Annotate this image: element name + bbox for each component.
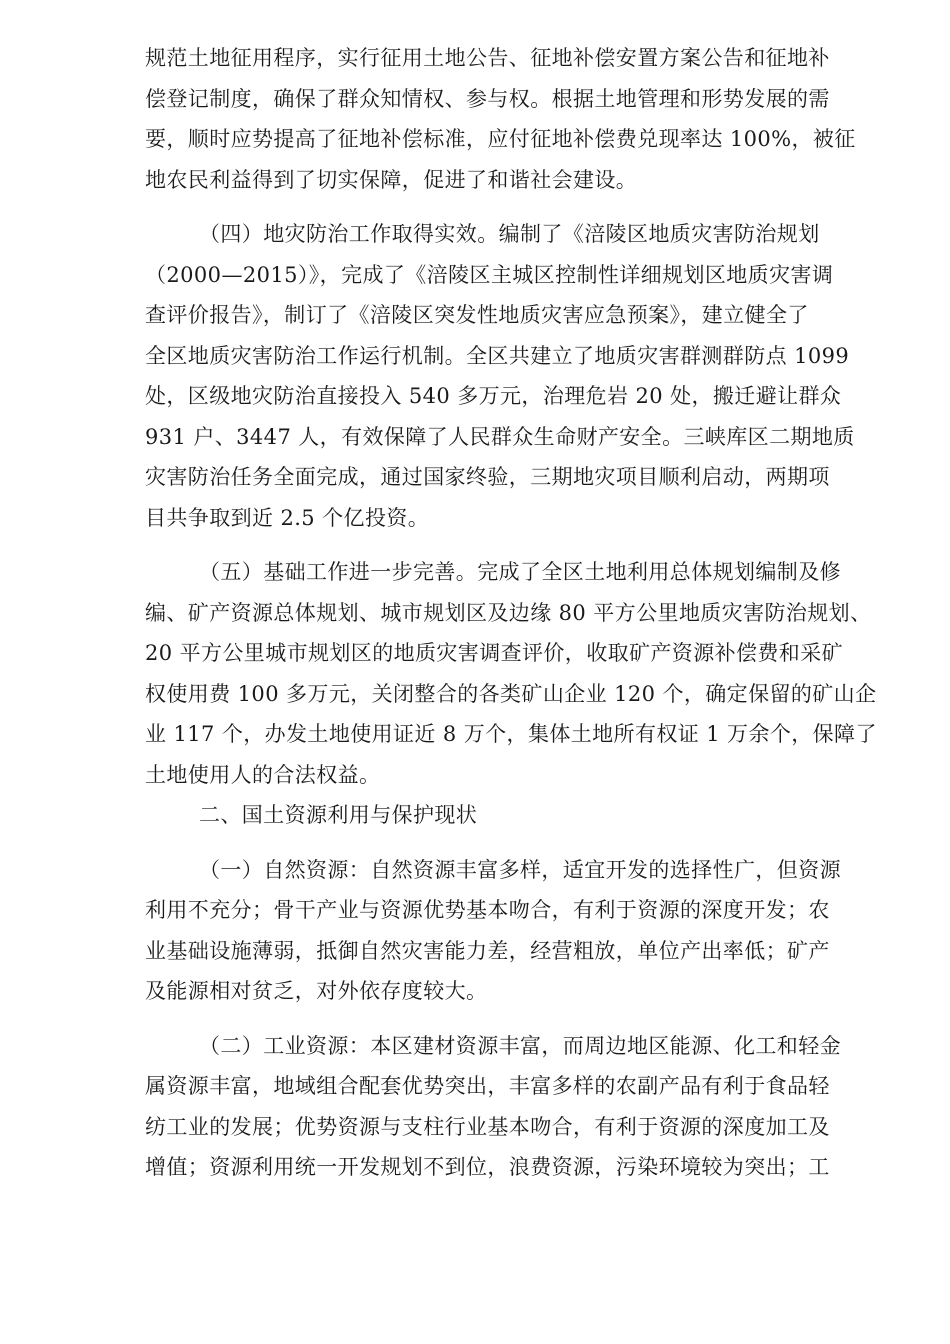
- text-line: 处，区级地灾防治直接投入 540 多万元，治理危岩 20 处，搬迁避让群众: [145, 384, 842, 408]
- paragraph-land-acquisition: [145, 38, 890, 200]
- text-line: （四）地灾防治工作取得实效。编制了《涪陵区地质灾害防治规划: [199, 222, 820, 246]
- text-line: 查评价报告》，制订了《涪陵区突发性地质灾害应急预案》，建立健全了: [145, 303, 809, 327]
- text-line: 要，顺时应势提高了征地补偿标准，应付征地补偿费兑现率达 100%，被征: [145, 127, 856, 151]
- paragraph-disaster-prevention: [145, 214, 890, 538]
- text-line: 20 平方公里城市规划区的地质灾害调查评价，收取矿产资源补偿费和采矿: [145, 641, 843, 665]
- text-line: （二）工业资源：本区建材资源丰富，而周边地区能源、化工和轻金: [199, 1033, 841, 1058]
- text-line: 偿登记制度，确保了群众知情权、参与权。根据土地管理和形势发展的需: [145, 86, 830, 111]
- text-line: 规范土地征用程序，实行征用土地公告、征地补偿安置方案公告和征地补: [145, 46, 830, 70]
- text-line: 地农民利益得到了切实保障，促进了和谐社会建设。: [145, 167, 638, 192]
- text-line: （一）自然资源：自然资源丰富多样，适宜开发的选择性广，但资源: [199, 857, 841, 882]
- text-line: 及能源相对贫乏，对外依存度较大。: [145, 979, 488, 1003]
- text-line: 灾害防治任务全面完成，通过国家终验，三期地灾项目顺利启动，两期项: [145, 465, 830, 489]
- text-line: 属资源丰富，地域组合配套优势突出，丰富多样的农副产品有利于食品轻: [145, 1074, 830, 1098]
- text-line: （2000—2015）》，完成了《涪陵区主城区控制性详细规划区地质灾害调: [145, 262, 834, 287]
- text-line: 增值；资源利用统一开发规划不到位，浪费资源，污染环境较为突出；工: [145, 1155, 830, 1179]
- text-line: 全区地质灾害防治工作运行机制。全区共建立了地质灾害群测群防点 1099: [145, 343, 850, 368]
- paragraph-natural-resources: [145, 850, 890, 1012]
- text-line: 土地使用人的合法权益。: [145, 762, 381, 787]
- text-line: 纺工业的发展；优势资源与支柱行业基本吻合，有利于资源的深度加工及: [145, 1114, 830, 1139]
- text-line: 编、矿产资源总体规划、城市规划区及边缘 80 平方公里地质灾害防治规划、: [145, 600, 872, 625]
- text-line: 权使用费 100 多万元，关闭整合的各类矿山企业 120 个，确定保留的矿山企: [145, 681, 877, 706]
- paragraph-basic-work: [145, 552, 890, 795]
- text-line: 目共争取到近 2.5 个亿投资。: [145, 505, 430, 530]
- section-heading: 二、国土资源利用与保护现状: [199, 803, 478, 827]
- paragraph-industrial-resources: [145, 1026, 890, 1188]
- text-line: 业 117 个，办发土地使用证近 8 万个，集体土地所有权证 1 万余个，保障了: [145, 722, 877, 746]
- text-line: 931 户、3447 人，有效保障了人民群众生命财产安全。三峡库区二期地质: [145, 424, 855, 449]
- text-line: 利用不充分；骨干产业与资源优势基本吻合，有利于资源的深度开发；农: [145, 898, 830, 922]
- text-line: 业基础设施薄弱，抵御自然灾害能力差，经营粗放，单位产出率低；矿产: [145, 938, 830, 963]
- text-line: （五）基础工作进一步完善。完成了全区土地利用总体规划编制及修: [199, 560, 841, 584]
